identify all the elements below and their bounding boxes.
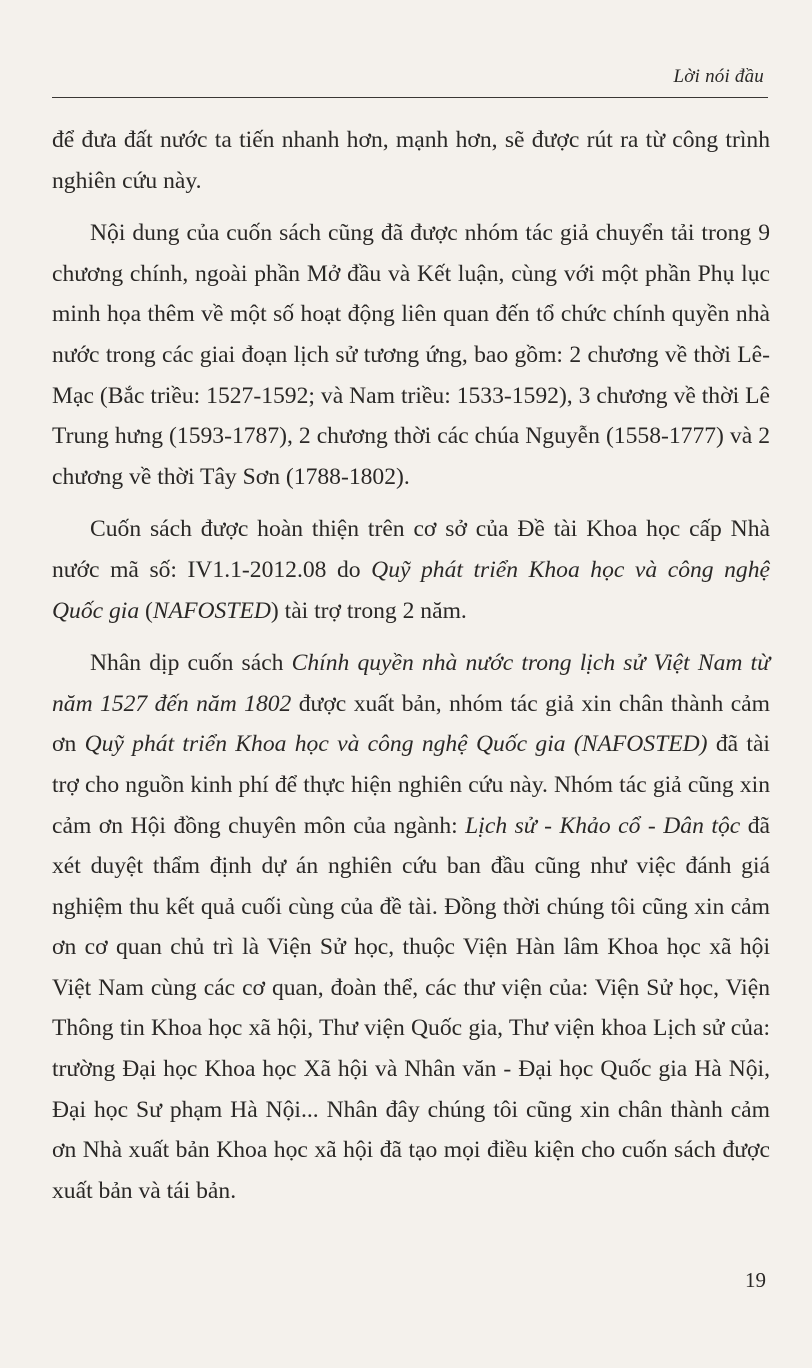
italic-book-title: Chính quyền nhà nước trong lịch sử Việt Nam từ năm 1527 đến năm 1802 bbox=[52, 650, 770, 717]
italic-field-name: Lịch sử - Khảo cổ - Dân tộc bbox=[465, 812, 741, 839]
paragraph-acknowledgements bbox=[52, 643, 770, 1211]
text-run: Cuốn sách được hoàn thiện trên cơ sở của Đề tài Khoa học cấp Nhà nước mã số: IV1.1-2012.08 do bbox=[52, 516, 770, 583]
italic-acronym: NAFOSTED bbox=[152, 597, 271, 624]
paragraph-continuation bbox=[52, 120, 770, 201]
text-run: ) tài trợ trong 2 năm. bbox=[270, 597, 467, 624]
text-run: được xuất bản, nhóm tác giả xin chân thành cảm ơn bbox=[52, 690, 770, 758]
body-text bbox=[52, 120, 770, 1223]
page-number: 19 bbox=[745, 1268, 766, 1292]
paragraph-book-contents bbox=[52, 213, 770, 497]
paragraph-text: Nội dung của cuốn sách cũng đã được nhóm tác giả chuyển tải trong 9 chương chính, ngoài phần Mở đầu và Kết luận, cùng với một phần Phụ lục minh họa thêm về một số hoạt động liên quan đến tổ chức chính quyền nhà nước trong các giai đoạn lịch sử tương ứng, bao gồm: 2 chương về thời Lê-Mạc (Bắc triều: 1527-1592; và Nam triều: 1533-1592), 3 chương về thời Lê Trung hưng (1593-1787), 2 chương thời các chúa Nguyễn (1558-1777) và 2 chương về thời Tây Sơn (1788-1802). bbox=[52, 220, 770, 490]
running-header: Lời nói đầu bbox=[673, 66, 764, 87]
paragraph-text: để đưa đất nước ta tiến nhanh hơn, mạnh hơn, sẽ được rút ra từ công trình nghiên cứu này. bbox=[52, 127, 770, 194]
header-rule bbox=[52, 97, 768, 98]
text-run: ( bbox=[139, 597, 153, 624]
text-run: đã tài trợ cho nguồn kinh phí để thực hiện nghiên cứu này. Nhóm tác giả cũng xin cảm ơn Hội đồng chuyên môn của ngành: bbox=[52, 731, 770, 839]
italic-fund-name: Quỹ phát triển Khoa học và công nghệ Quốc gia bbox=[52, 556, 770, 624]
text-run: Nhân dịp cuốn sách bbox=[90, 650, 292, 677]
text-run: đã xét duyệt thẩm định dự án nghiên cứu ban đầu cũng như việc đánh giá nghiệm thu kết quả cuối cùng của đề tài. Đồng thời chúng tôi cũng xin cảm ơn cơ quan chủ trì là Viện Sử học, thuộc Viện Hàn lâm Khoa học xã hội Việt Nam cùng các cơ quan, đoàn thể, các thư viện của: Viện Sử học, Viện Thông tin Khoa học xã hội, Thư viện Quốc gia, Thư viện khoa Lịch sử của: trường Đại học Khoa học Xã hội và Nhân văn - Đại học Quốc gia Hà Nội, Đại học Sư phạm Hà Nội... Nhân đây chúng tôi cũng xin chân thành cảm ơn Nhà xuất bản Khoa học xã hội đã tạo mọi điều kiện cho cuốn sách được xuất bản và tái bản. bbox=[52, 812, 771, 1204]
italic-fund-name: Quỹ phát triển Khoa học và công nghệ Quốc gia (NAFOSTED) bbox=[84, 731, 708, 758]
paragraph-funding bbox=[52, 509, 770, 631]
